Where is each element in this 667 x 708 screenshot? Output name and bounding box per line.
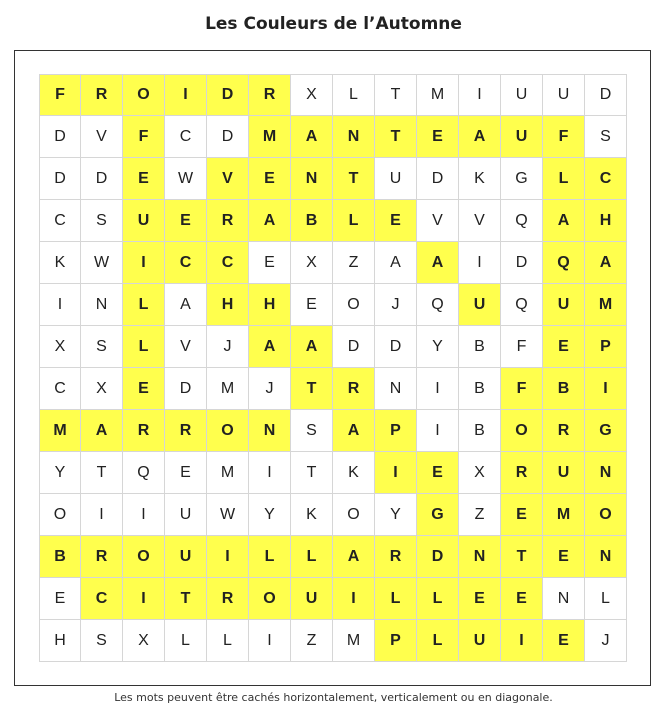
grid-cell[interactable]: O (207, 410, 249, 452)
grid-cell[interactable]: U (165, 494, 207, 536)
grid-cell[interactable]: R (543, 410, 585, 452)
grid-cell[interactable]: N (543, 578, 585, 620)
grid-cell[interactable]: I (123, 242, 165, 284)
grid-cell[interactable]: P (375, 620, 417, 662)
grid-cell[interactable]: N (249, 410, 291, 452)
grid-cell[interactable]: R (501, 452, 543, 494)
grid-cell[interactable]: L (585, 578, 627, 620)
grid-cell[interactable]: Y (417, 326, 459, 368)
grid-cell[interactable]: E (249, 242, 291, 284)
grid-cell[interactable]: S (585, 116, 627, 158)
grid-cell[interactable]: Y (39, 452, 81, 494)
grid-cell[interactable]: V (459, 200, 501, 242)
grid-cell[interactable]: B (291, 200, 333, 242)
grid-cell[interactable]: A (543, 200, 585, 242)
grid-cell[interactable]: F (501, 368, 543, 410)
grid-cell[interactable]: D (501, 242, 543, 284)
grid-cell[interactable]: L (543, 158, 585, 200)
grid-cell[interactable]: P (585, 326, 627, 368)
grid-cell[interactable]: C (39, 200, 81, 242)
grid-cell[interactable]: R (207, 578, 249, 620)
grid-cell[interactable]: I (39, 284, 81, 326)
grid-cell[interactable]: X (81, 368, 123, 410)
grid-cell[interactable]: Y (249, 494, 291, 536)
grid-cell[interactable]: C (81, 578, 123, 620)
grid-cell[interactable]: L (123, 284, 165, 326)
grid-cell[interactable]: F (123, 116, 165, 158)
grid-cell[interactable]: A (249, 326, 291, 368)
grid-cell[interactable]: R (165, 410, 207, 452)
grid-cell[interactable]: I (123, 494, 165, 536)
grid-cell[interactable]: A (81, 410, 123, 452)
grid-cell[interactable]: A (165, 284, 207, 326)
grid-cell[interactable]: B (459, 368, 501, 410)
grid-cell[interactable]: T (291, 452, 333, 494)
grid-cell[interactable]: D (39, 116, 81, 158)
grid-cell[interactable]: T (375, 74, 417, 116)
grid-cell[interactable]: A (375, 242, 417, 284)
grid-cell[interactable]: M (207, 452, 249, 494)
grid-cell[interactable]: D (333, 326, 375, 368)
grid-cell[interactable]: E (39, 578, 81, 620)
grid-cell[interactable]: L (165, 620, 207, 662)
grid-cell[interactable]: E (501, 494, 543, 536)
grid-cell[interactable]: N (585, 536, 627, 578)
grid-cell[interactable]: U (543, 284, 585, 326)
grid-cell[interactable]: W (81, 242, 123, 284)
grid-cell[interactable]: J (375, 284, 417, 326)
grid-cell[interactable]: I (459, 242, 501, 284)
grid-cell[interactable]: R (207, 200, 249, 242)
grid-cell[interactable]: M (585, 284, 627, 326)
grid-cell[interactable]: G (501, 158, 543, 200)
grid-cell[interactable]: D (417, 158, 459, 200)
grid-cell[interactable]: K (39, 242, 81, 284)
grid-cell[interactable]: E (459, 578, 501, 620)
grid-cell[interactable]: Z (333, 242, 375, 284)
grid-cell[interactable]: U (501, 116, 543, 158)
grid-cell[interactable]: T (165, 578, 207, 620)
grid-cell[interactable]: E (543, 326, 585, 368)
grid-cell[interactable]: H (585, 200, 627, 242)
grid-cell[interactable]: C (165, 116, 207, 158)
grid-cell[interactable]: H (207, 284, 249, 326)
grid-cell[interactable]: T (81, 452, 123, 494)
grid-cell[interactable]: X (39, 326, 81, 368)
grid-cell[interactable]: M (249, 116, 291, 158)
grid-cell[interactable]: N (375, 368, 417, 410)
grid-cell[interactable]: E (123, 368, 165, 410)
grid-cell[interactable]: E (417, 116, 459, 158)
grid-cell[interactable]: E (417, 452, 459, 494)
grid-cell[interactable]: V (417, 200, 459, 242)
grid-cell[interactable]: C (585, 158, 627, 200)
grid-cell[interactable]: R (333, 368, 375, 410)
grid-cell[interactable]: L (333, 200, 375, 242)
grid-cell[interactable]: L (207, 620, 249, 662)
grid-cell[interactable]: I (333, 578, 375, 620)
grid-cell[interactable]: I (165, 74, 207, 116)
grid-cell[interactable]: K (333, 452, 375, 494)
grid-cell[interactable]: Y (375, 494, 417, 536)
grid-cell[interactable]: Q (417, 284, 459, 326)
grid-cell[interactable]: J (249, 368, 291, 410)
grid-cell[interactable]: M (333, 620, 375, 662)
grid-cell[interactable]: O (585, 494, 627, 536)
grid-cell[interactable]: C (165, 242, 207, 284)
grid-cell[interactable]: U (123, 200, 165, 242)
grid-cell[interactable]: N (459, 536, 501, 578)
grid-cell[interactable]: X (291, 242, 333, 284)
grid-cell[interactable]: S (291, 410, 333, 452)
grid-cell[interactable]: O (501, 410, 543, 452)
grid-cell[interactable]: E (165, 200, 207, 242)
grid-cell[interactable]: E (249, 158, 291, 200)
grid-cell[interactable]: F (39, 74, 81, 116)
grid-cell[interactable]: R (123, 410, 165, 452)
grid-cell[interactable]: A (459, 116, 501, 158)
grid-cell[interactable]: I (501, 620, 543, 662)
grid-cell[interactable]: J (207, 326, 249, 368)
grid-cell[interactable]: I (123, 578, 165, 620)
grid-cell[interactable]: D (585, 74, 627, 116)
grid-cell[interactable]: W (165, 158, 207, 200)
grid-cell[interactable]: E (291, 284, 333, 326)
grid-cell[interactable]: L (291, 536, 333, 578)
grid-cell[interactable]: D (207, 74, 249, 116)
grid-cell[interactable]: U (291, 578, 333, 620)
grid-cell[interactable]: K (459, 158, 501, 200)
grid-cell[interactable]: E (375, 200, 417, 242)
grid-cell[interactable]: D (417, 536, 459, 578)
grid-cell[interactable]: L (249, 536, 291, 578)
grid-cell[interactable]: I (375, 452, 417, 494)
grid-cell[interactable]: I (207, 536, 249, 578)
grid-cell[interactable]: A (291, 326, 333, 368)
grid-cell[interactable]: L (123, 326, 165, 368)
grid-cell[interactable]: T (501, 536, 543, 578)
grid-cell[interactable]: L (375, 578, 417, 620)
grid-cell[interactable]: U (501, 74, 543, 116)
grid-cell[interactable]: X (459, 452, 501, 494)
grid-cell[interactable]: M (39, 410, 81, 452)
grid-cell[interactable]: O (333, 494, 375, 536)
grid-cell[interactable]: S (81, 200, 123, 242)
grid-cell[interactable]: N (81, 284, 123, 326)
grid-cell[interactable]: Q (543, 242, 585, 284)
grid-cell[interactable]: I (585, 368, 627, 410)
grid-cell[interactable]: U (459, 284, 501, 326)
grid-cell[interactable]: W (207, 494, 249, 536)
grid-cell[interactable]: L (333, 74, 375, 116)
word-search-grid (39, 74, 627, 662)
grid-cell[interactable]: O (39, 494, 81, 536)
grid-cell[interactable]: N (333, 116, 375, 158)
grid-cell[interactable]: F (543, 116, 585, 158)
grid-cell[interactable]: D (81, 158, 123, 200)
grid-cell[interactable]: U (375, 158, 417, 200)
grid-cell[interactable]: I (81, 494, 123, 536)
grid-cell[interactable]: B (543, 368, 585, 410)
grid-cell[interactable]: O (249, 578, 291, 620)
grid-cell[interactable]: K (291, 494, 333, 536)
grid-cell[interactable]: A (249, 200, 291, 242)
grid-cell[interactable]: G (585, 410, 627, 452)
grid-cell[interactable]: L (417, 578, 459, 620)
grid-cell[interactable]: T (333, 158, 375, 200)
grid-cell[interactable]: E (165, 452, 207, 494)
grid-cell[interactable]: S (81, 620, 123, 662)
grid-cell[interactable]: O (333, 284, 375, 326)
puzzle-title: Les Couleurs de l’Automne (205, 14, 462, 34)
grid-cell[interactable]: V (207, 158, 249, 200)
grid-cell[interactable]: U (543, 452, 585, 494)
grid-cell[interactable]: I (249, 620, 291, 662)
grid-cell[interactable]: M (543, 494, 585, 536)
grid-cell[interactable]: U (165, 536, 207, 578)
grid-cell[interactable]: U (543, 74, 585, 116)
grid-cell[interactable]: M (417, 74, 459, 116)
grid-cell[interactable]: I (417, 368, 459, 410)
grid-cell[interactable]: X (291, 74, 333, 116)
grid-cell[interactable]: R (81, 536, 123, 578)
grid-cell[interactable]: B (459, 326, 501, 368)
grid-cell[interactable]: M (207, 368, 249, 410)
grid-cell[interactable]: A (333, 536, 375, 578)
grid-cell[interactable]: N (585, 452, 627, 494)
grid-cell[interactable]: L (417, 620, 459, 662)
grid-cell[interactable]: F (501, 326, 543, 368)
grid-cell[interactable]: D (375, 326, 417, 368)
grid-cell[interactable]: I (249, 452, 291, 494)
grid-cell[interactable]: B (39, 536, 81, 578)
grid-cell[interactable]: X (123, 620, 165, 662)
grid-cell[interactable]: O (123, 536, 165, 578)
grid-cell[interactable]: D (39, 158, 81, 200)
grid-cell[interactable]: Z (459, 494, 501, 536)
grid-cell[interactable]: C (39, 368, 81, 410)
grid-cell[interactable]: E (501, 578, 543, 620)
grid-cell[interactable]: D (207, 116, 249, 158)
grid-cell[interactable]: V (165, 326, 207, 368)
grid-cell[interactable]: T (375, 116, 417, 158)
grid-cell[interactable]: T (291, 368, 333, 410)
grid-cell[interactable]: Q (501, 200, 543, 242)
grid-cell[interactable]: A (291, 116, 333, 158)
grid-cell[interactable]: A (333, 410, 375, 452)
grid-cell[interactable]: I (459, 74, 501, 116)
grid-cell[interactable]: Z (291, 620, 333, 662)
grid-cell[interactable]: A (417, 242, 459, 284)
grid-cell[interactable]: R (249, 74, 291, 116)
grid-cell[interactable]: N (291, 158, 333, 200)
grid-cell[interactable]: D (165, 368, 207, 410)
grid-cell[interactable]: C (207, 242, 249, 284)
grid-cell[interactable]: A (585, 242, 627, 284)
grid-cell[interactable]: U (459, 620, 501, 662)
grid-cell[interactable]: J (585, 620, 627, 662)
grid-cell[interactable]: S (81, 326, 123, 368)
grid-cell[interactable]: H (249, 284, 291, 326)
grid-cell[interactable]: E (543, 620, 585, 662)
grid-cell[interactable]: Q (123, 452, 165, 494)
grid-cell[interactable]: I (417, 410, 459, 452)
grid-cell[interactable]: Q (501, 284, 543, 326)
grid-cell[interactable]: H (39, 620, 81, 662)
grid-cell[interactable]: G (417, 494, 459, 536)
grid-cell[interactable]: P (375, 410, 417, 452)
grid-cell[interactable]: R (81, 74, 123, 116)
grid-cell[interactable]: E (543, 536, 585, 578)
grid-cell[interactable]: R (375, 536, 417, 578)
instructions-footer: Les mots peuvent être cachés horizontalement, verticalement ou en diagonale. (114, 691, 553, 704)
grid-cell[interactable]: B (459, 410, 501, 452)
grid-cell[interactable]: O (123, 74, 165, 116)
grid-cell[interactable]: V (81, 116, 123, 158)
grid-cell[interactable]: E (123, 158, 165, 200)
